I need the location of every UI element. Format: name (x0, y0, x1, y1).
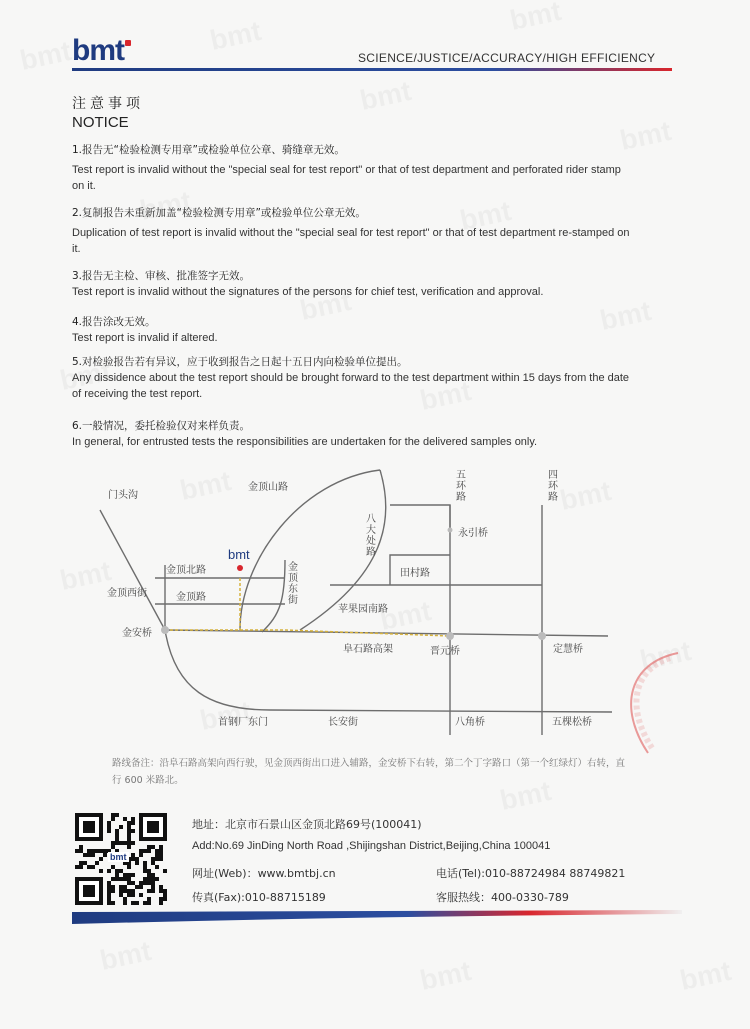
route-note: 路线备注：沿阜石路高架向西行驶，见金顶西街出口进入辅路，金安桥下右转，第二个丁字路口（第一个红绿灯）右转，直行 600 米路北。 (112, 758, 626, 786)
notice-item-cn: 5.对检验报告若有异议，应于收到报告之日起十五日内向检验单位提出。 (72, 356, 408, 368)
telephone: 电话(Tel):010-88724984 88749821 (436, 867, 626, 880)
notice-item-cn: 6.一般情况，委托检验仅对来样负责。 (72, 420, 251, 432)
road-yongyin (390, 505, 450, 530)
road-tiancun (390, 555, 450, 585)
notice-item-cn: 1.报告无“检验检测专用章”或检验单位公章、骑缝章无效。 (72, 144, 345, 156)
label-dinghui: 定慧桥 (553, 644, 583, 655)
notice-item-en: Test report is invalid without the signatures of the persons for chief test, verification and approval. (72, 286, 544, 298)
road-jindingshan (240, 470, 380, 630)
map-roads (100, 470, 612, 735)
header-tagline: SCIENCE/JUSTICE/ACCURACY/HIGH EFFICIENCY (358, 51, 656, 65)
notice-item-en: Test report is invalid without the "special seal for test report" or that of test department and perforated rider stamp on it. (72, 164, 621, 192)
label-wukesong: 五棵松桥 (552, 717, 592, 728)
label-fushi: 阜石路高架 (343, 644, 393, 655)
red-seal-stamp (608, 648, 688, 758)
notice-item-2 (72, 205, 632, 257)
road-badachu (300, 470, 386, 630)
label-jindingdong: 金顶东街 (288, 562, 298, 606)
header-rule (72, 68, 672, 71)
notice-item-cn: 4.报告涂改无效。 (72, 316, 156, 328)
label-pingguoyuan: 苹果园南路 (338, 604, 388, 615)
notice-item-4 (72, 314, 632, 346)
map-labels (107, 480, 592, 728)
service-hotline: 客服热线：400-0330-789 (436, 891, 569, 904)
label-wuhuan: 五环路 (456, 470, 466, 503)
label-yongyin: 永引桥 (458, 528, 488, 539)
notice-item-3 (72, 268, 632, 300)
bridge-yongyin-marker (448, 528, 453, 533)
label-tiancun: 田村路 (400, 568, 430, 579)
fax: 传真(Fax):010-88715189 (192, 891, 326, 904)
notice-item-5 (72, 354, 632, 402)
notice-item-6 (72, 418, 632, 450)
address-cn: 地址：北京市石景山区金顶北路69号(100041) (192, 818, 422, 831)
map-route (165, 578, 450, 636)
label-bajiao: 八角桥 (455, 717, 485, 728)
label-jinan: 金安桥 (122, 628, 152, 639)
label-jindingbei: 金顶北路 (166, 565, 206, 576)
bridge-dinghui-marker (538, 632, 546, 640)
label-jindingshan: 金顶山路 (248, 482, 288, 493)
notice-title-cn: 注意事项 (72, 96, 144, 112)
map-vertical-labels (288, 469, 559, 606)
bmt-logo: bmt (72, 34, 124, 67)
notice-item-en: In general, for entrusted tests the responsibilities are undertaken for the delivered samples only. (72, 436, 538, 448)
notice-item-1 (72, 142, 632, 194)
label-bmt: bmt (228, 547, 250, 562)
notice-item-cn: 3.报告无主检、审核、批准签字无效。 (72, 270, 251, 282)
notice-item-en: Any dissidence about the test report should be brought forward to the test department within 15 days from the date of receiving the test report. (72, 372, 630, 400)
bridge-jinyuan-marker (446, 632, 454, 640)
road-fushi (165, 630, 608, 636)
label-jinding: 金顶路 (176, 592, 206, 603)
notice-item-en: Test report is invalid if altered. (72, 332, 218, 344)
label-jinyuan: 晋元桥 (430, 646, 460, 657)
label-sihuan: 四环路 (548, 470, 558, 503)
label-shougang: 首钢厂东门 (218, 717, 268, 728)
address-en: Add:No.69 JinDing North Road ,Shijingshan District,Beijing,China 100041 (192, 840, 551, 852)
qr-logo-label: bmt (110, 852, 127, 862)
label-badachu: 八大处路 (366, 514, 376, 558)
road-mentougou (100, 510, 165, 630)
label-changan: 长安街 (328, 717, 358, 728)
bmt-location-marker (237, 565, 243, 571)
bridge-jinan-marker (161, 626, 169, 634)
label-jindingxi: 金顶西街 (107, 588, 147, 599)
logo-dot (125, 40, 131, 46)
notice-item-en: Duplication of test report is invalid without the "special seal for test report" or that of test department re-stamped on it. (72, 227, 630, 255)
notice-title-en: NOTICE (72, 114, 129, 131)
road-jindingdong (262, 560, 285, 632)
website: 网址(Web)：www.bmtbj.cn (192, 867, 336, 880)
footer-brand-bar (72, 910, 682, 924)
road-shougang (165, 630, 612, 712)
notice-item-cn: 2.复制报告未重新加盖“检验检测专用章”或检验单位公章无效。 (72, 207, 366, 219)
label-mentougou: 门头沟 (108, 490, 138, 501)
